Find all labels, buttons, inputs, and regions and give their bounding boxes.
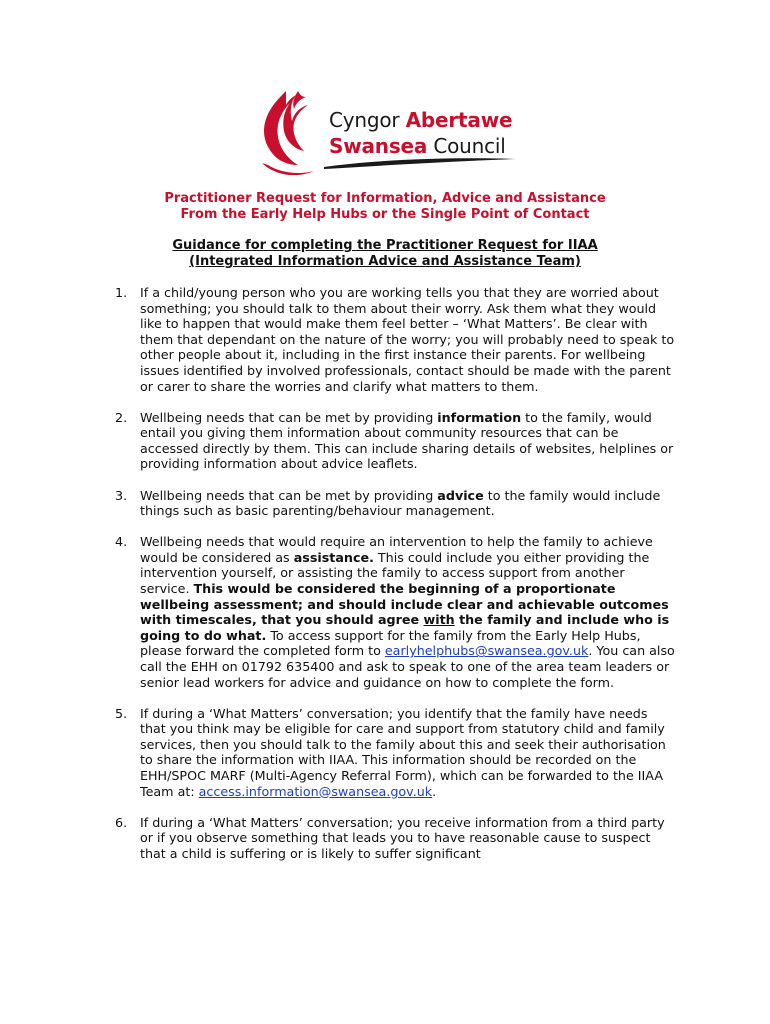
item-text xyxy=(140,534,675,690)
text-run: This could include you either providing the intervention yourself, or assisting the family to access support from another service. xyxy=(140,549,650,596)
text-run: Wellbeing needs that would require an intervention to help the family to achieve would be considered as xyxy=(140,534,653,565)
document-title-line2: From the Early Help Hubs or the Single Point of Contact xyxy=(180,207,590,222)
text-run: If during a ‘What Matters’ conversation; you identify that the family have needs that you think may be eligible for care and support from statutory child and family services, then you should talk to the family about this and seek their authorisation to share the information with IIAA. This information should be recorded on the EHH/SPOC MARF (Multi-Agency Referral Form), which can be forwarded to the IIAA Team at: xyxy=(140,705,666,799)
bold-term: assistance. xyxy=(293,549,374,565)
bold-term: advice xyxy=(437,487,484,503)
guidance-heading-line1: Guidance for completing the Practitioner Request for IIAA xyxy=(172,238,598,253)
list-item xyxy=(0,285,770,394)
item-text xyxy=(140,488,675,519)
list-item xyxy=(0,706,770,800)
item-number: 2. xyxy=(115,409,128,425)
iiaa-access-email-link[interactable]: access.information@swansea.gov.uk xyxy=(198,783,433,799)
item-number: 4. xyxy=(115,534,128,550)
dragon-icon xyxy=(248,85,330,185)
logo-welsh-word2: Abertawe xyxy=(405,108,513,132)
logo-english-word2: Council xyxy=(433,134,506,158)
item-text: If a child/young person who you are working tells you that they are worried about something; you should talk to them about their worry. Ask them what they would like to happen that would make them feel better – ‘What Matters’. Be clear with them that dependant on the nature of the worry; you will probably need to speak to other people about it, including in the first instance their parents. For wellbeing issues identified by involved professionals, contact should be made with the parent or carer to share the worries and clarify what matters to them. xyxy=(140,285,675,394)
text-run: to the family would include things such as basic parenting/behaviour management. xyxy=(140,487,661,519)
list-item xyxy=(0,488,770,519)
logo-english-word1: Swansea xyxy=(329,134,428,158)
text-run: . You can also call the EHH on 01792 635400 and ask to speak to one of the area team leaders or senior lead workers for advice and guidance on how to complete the form. xyxy=(140,643,675,690)
document-title-line1: Practitioner Request for Information, Advice and Assistance xyxy=(164,191,606,206)
bold-text: This would be considered the beginning of a proportionate wellbeing assessment; and should include clear and achievable outcomes with timescales, that you should agree xyxy=(140,581,669,628)
item-text xyxy=(140,410,675,472)
bold-underlined-word: with xyxy=(423,612,455,628)
council-logo xyxy=(248,85,528,185)
list-item xyxy=(0,534,770,690)
logo-wordmark xyxy=(329,107,512,159)
logo-welsh-word1: Cyngor xyxy=(329,108,400,132)
item-number: 1. xyxy=(115,285,128,300)
list-item xyxy=(0,410,770,472)
item-number: 3. xyxy=(115,487,128,503)
text-run: To access support for the family from the Early Help Hubs, please forward the completed form to xyxy=(140,627,641,659)
text-run: to the family, would entail you giving them information about community resources that can be accessed directly by them. This can include sharing details of websites, helplines or providing information about advice leaflets. xyxy=(140,409,674,472)
item-number: 6. xyxy=(115,814,128,830)
item-number: 5. xyxy=(115,705,128,721)
list-item xyxy=(0,815,770,862)
guidance-heading-line2: (Integrated Information Advice and Assistance Team) xyxy=(189,254,581,269)
guidance-list xyxy=(0,285,770,862)
early-help-hubs-email-link[interactable]: earlyhelphubs@swansea.gov.uk xyxy=(384,643,589,659)
logo-swoosh xyxy=(320,157,520,171)
text-run: . xyxy=(432,783,437,799)
bold-text: the family and include who is going to do what. xyxy=(140,612,670,643)
item-text: If during a ‘What Matters’ conversation; you receive information from a third party or if you observe something that leads you to have reasonable cause to suspect that a child is suffering or is likely to suffer significant xyxy=(140,814,665,861)
bold-term: information xyxy=(437,409,522,425)
item-text xyxy=(140,706,675,800)
text-run: Wellbeing needs that can be met by providing xyxy=(140,487,438,503)
text-run: Wellbeing needs that can be met by providing xyxy=(140,409,438,425)
